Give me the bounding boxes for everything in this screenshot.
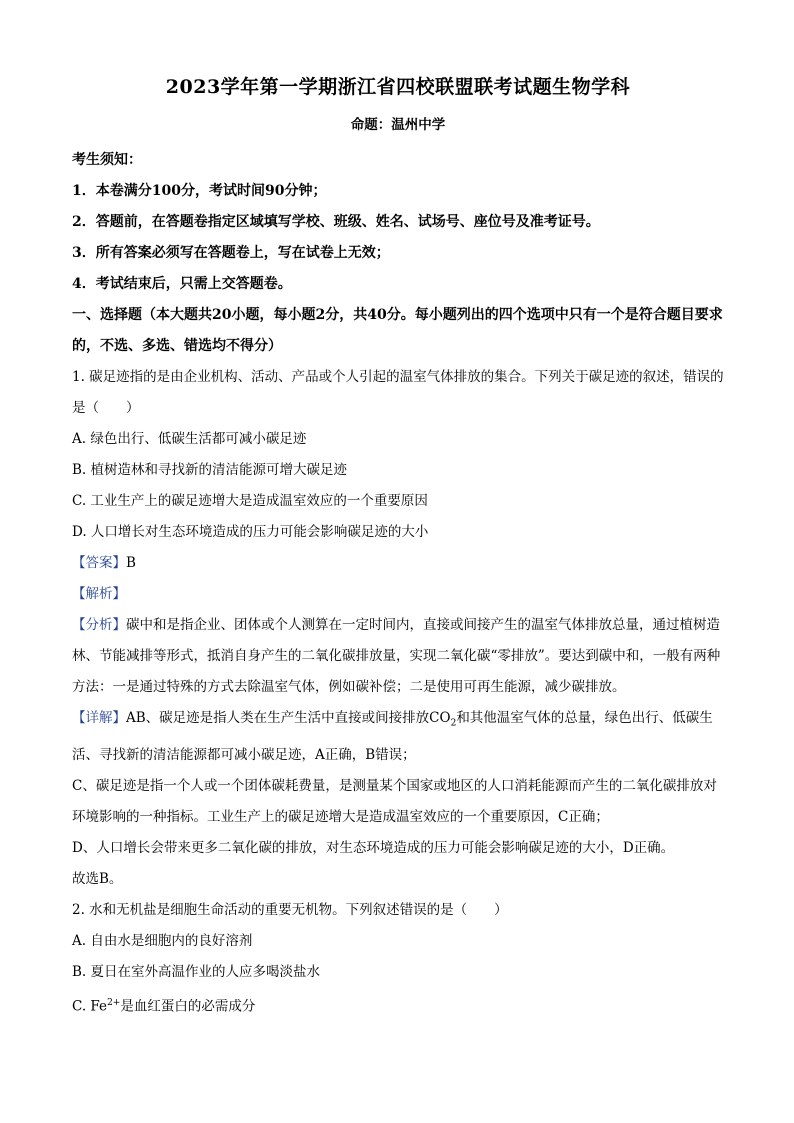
- analysis-fenxi: [72, 610, 724, 703]
- page-title: 2023学年第一学期浙江省四校联盟联考试题生物学科: [165, 76, 631, 98]
- question-2-option-b: B. 夏日在室外高温作业的人应多喝淡盐水: [72, 963, 321, 980]
- notice-item: 4．考试结束后，只需上交答题卷。: [72, 276, 292, 292]
- notice-heading: 考生须知：: [72, 152, 142, 168]
- question-2-stem: 2. 水和无机盐是细胞生命活动的重要无机物。下列叙述错误的是（ ）: [72, 901, 508, 918]
- question-2-option-c: C. $Fe^{2+}$是血红蛋白的必需成分: [72, 997, 256, 1015]
- question-2-option-a: A. 自由水是细胞内的良好溶剂: [72, 932, 253, 949]
- xiangjie-d: D、人口增长会带来更多二氧化碳的排放，对生态环境造成的压力可能会影响碳足迹的大小，D正确。: [72, 839, 675, 856]
- fenxi-text: 碳中和是指企业、团体或个人测算在一定时间内，直接或间接产生的温室气体排放总量，通过植树造林、节能减排等形式，抵消自身产生的二氧化碳排放量，实现二氧化碳“零排放”。要达到碳中和，一般有两种方法：一是通过特殊的方式去除温室气体，例如碳补偿；二是使用可再生能源，减少碳排放。: [72, 617, 721, 695]
- analysis-label: 【解析】: [72, 586, 126, 602]
- question-1-option-a: A. 绿色出行、低碳生活都可减小碳足迹: [72, 431, 307, 447]
- exam-page: [72, 62, 724, 1022]
- fenxi-label: 【分析】: [72, 617, 126, 633]
- answer-label: 【答案】: [72, 555, 126, 571]
- answer-line: [72, 548, 724, 579]
- xiangjie-label: 【详解】: [72, 710, 126, 726]
- page-subtitle: 命题：温州中学: [350, 117, 446, 133]
- notice-item: 2．答题前，在答题卷指定区域填写学校、班级、姓名、试场号、座位号及准考证号。: [72, 214, 600, 230]
- conclusion: 故选B。: [72, 870, 123, 887]
- question-1-option-d: D. 人口增长对生态环境造成的压力可能会影响碳足迹的大小: [72, 524, 429, 540]
- analysis-xiangjie: 【详解】AB、碳足迹是指人类在生产生活中直接或间接排放$CO_2$和其他温室气体的总量，绿色出行、低碳生活、寻找新的清洁能源都可减小碳足迹，A正确，B错误；: [72, 710, 713, 763]
- question-1-option-b: B. 植树造林和寻找新的清洁能源可增大碳足迹: [72, 462, 348, 478]
- question-1-stem: 1. 碳足迹指的是由企业机构、活动、产品或个人引起的温室气体排放的集合。下列关于碳足迹的叙述，错误的是（ ）: [72, 369, 724, 416]
- notice-item: 3．所有答案必须写在答题卷上，写在试卷上无效；: [72, 245, 390, 261]
- section-heading: 一、选择题（本大题共20小题，每小题2分，共40分。每小题列出的四个选项中只有一个是符合题目要求的，不选、多选、错选均不得分）: [72, 307, 723, 354]
- notice-item: 1．本卷满分100分，考试时间90分钟；: [72, 183, 327, 199]
- xiangjie-c: C、碳足迹是指一个人或一个团体碳耗费量，是测量某个国家或地区的人口消耗能源而产生的二氧化碳排放对环境影响的一种指标。工业生产上的碳足迹增大是造成温室效应的一个重要原因，C正确；: [72, 777, 717, 825]
- answer-value: B: [126, 555, 136, 571]
- question-1-option-c: C. 工业生产上的碳足迹增大是造成温室效应的一个重要原因: [72, 493, 428, 509]
